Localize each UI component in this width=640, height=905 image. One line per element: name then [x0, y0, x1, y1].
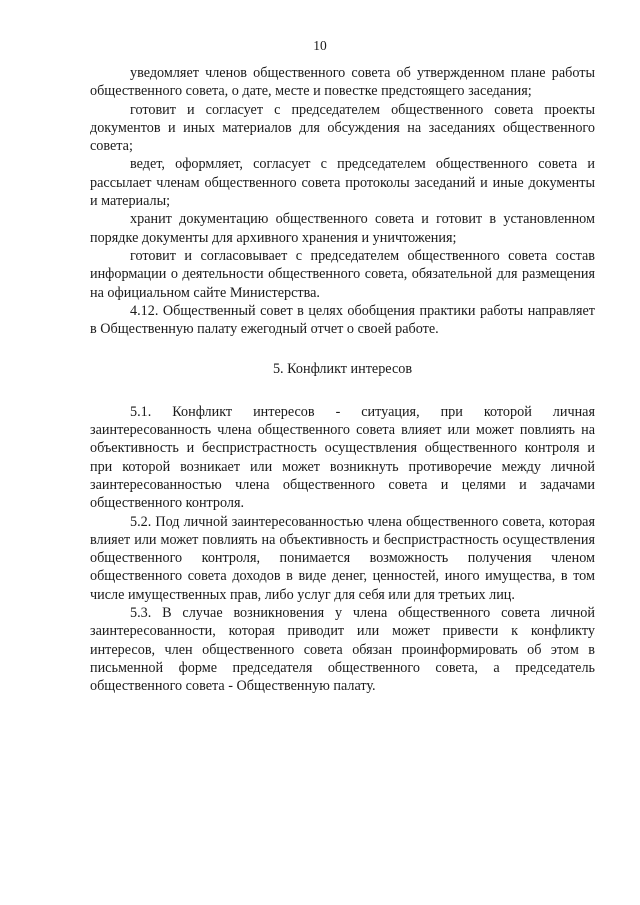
- paragraph: ведет, оформляет, согласует с председателем общественного совета и рассылает членам общественного совета протоколы заседаний и иные документы и материалы;: [90, 156, 595, 210]
- paragraph: готовит и согласовывает с председателем общественного совета состав информации о деятельности общественного совета, обязательной для размещения на официальном сайте Министерства.: [90, 247, 595, 301]
- document-body: [90, 64, 595, 696]
- page-number: 10: [313, 38, 327, 53]
- paragraph: хранит документацию общественного совета и готовит в установленном порядке документы для архивного хранения и уничтожения;: [90, 211, 595, 246]
- paragraph: 4.12. Общественный совет в целях обобщения практики работы направляет в Общественную палату ежегодный отчет о своей работе.: [90, 302, 595, 338]
- section-heading: 5. Конфликт интересов: [272, 361, 413, 378]
- paragraph: 5.2. Под личной заинтересованностью члена общественного совета, которая влияет или может повлиять на объективность и беспристрастность осуществления общественного контроля, понимается возможность получения членом общественного совета доходов в виде денег, ценностей, иного имущества, в том числе имущественных прав, либо услуг для себя или для третьих лиц.: [90, 513, 595, 603]
- paragraph: уведомляет членов общественного совета об утвержденном плане работы общественного совета, о дате, месте и повестке предстоящего заседания;: [90, 65, 595, 100]
- paragraph: 5.3. В случае возникновения у члена общественного совета личной заинтересованности, которая приводит или может привести к конфликту интересов, член общественного совета обязан проинформировать об этом в письменной форме председателя общественного совета, а председатель общественного совета - Общественную палату.: [90, 605, 595, 695]
- paragraph: готовит и согласует с председателем общественного совета проекты документов и иных материалов для обсуждения на заседаниях общественного совета;: [90, 101, 595, 155]
- paragraph: 5.1. Конфликт интересов - ситуация, при которой личная заинтересованность члена общественного совета влияет или может повлиять на объективность и беспристрастность осуществления общественного контроля и при которой возникает или может возникнуть противоречие между личной заинтересованностью члена общественного совета и целями и задачами общественного контроля.: [90, 403, 595, 512]
